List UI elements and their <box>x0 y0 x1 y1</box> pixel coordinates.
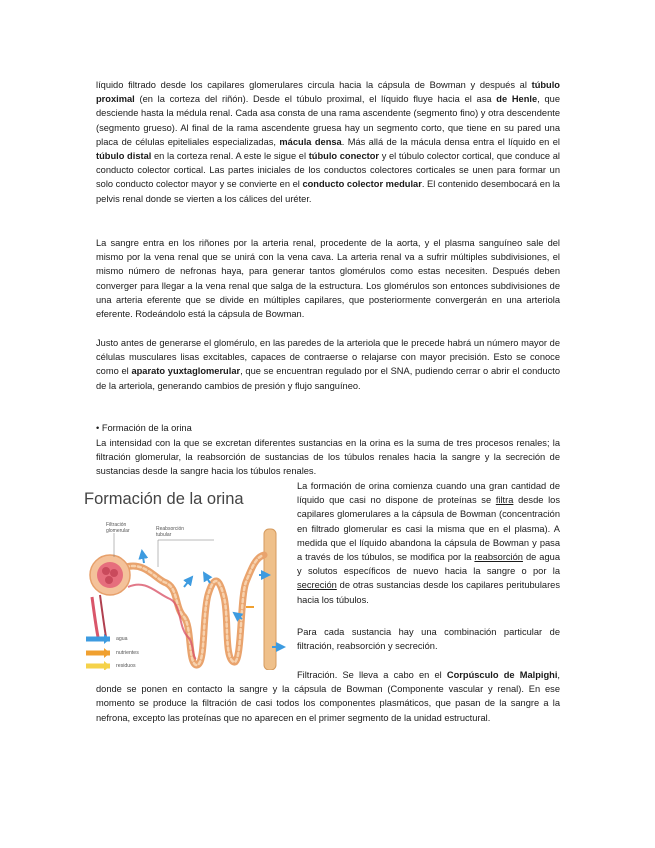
nephron-illustration <box>84 487 290 670</box>
label-tubular-reabsorption: Reabsorción tubular <box>156 526 185 538</box>
term-secrecion: secreción <box>297 580 337 591</box>
term-connecting-tubule: túbulo conector <box>308 151 380 162</box>
paragraph-filtration: Filtración. Se lleva a cabo en el Corpúsculo de Malpighi, donde se ponen en contacto la sangre y la cápsula de Bowman (Componente vascular y renal). En ese momento se produce la filtración de casi todos los componentes plasmáticos, que pasan de la sangre a la nefrona, excepto las proteínas que no aparecen en el primer segmento de la unidad estructural. <box>96 670 561 723</box>
collecting-duct <box>264 529 276 670</box>
paragraph-urine-start: La formación de orina comienza cuando una gran cantidad de líquido que casi no dispone de proteínas se filtra desde los capilares glomerulares a la cápsula de Bowman (concentración en filtrado glomerular es casi la misma que en el plasma). A medida que el líquido abandona la cápsula de Bowman y pasa a través de los túbulos, se modifica por la reabsorción de agua y solutos específicos de nuevo hacia la sangre o por la secreción de otras sustancias desde los capilares peritubulares hacia los túbulos. <box>297 481 560 605</box>
term-filtra: filtra <box>495 495 514 506</box>
term-reabsorcion: reabsorción <box>474 552 523 563</box>
term-medullary-duct: conducto colector medular <box>302 179 422 190</box>
term-juxtaglomerular-apparatus: aparato yuxtaglomerular <box>131 366 241 377</box>
legend-waste: residuos <box>116 663 136 669</box>
paragraph-renal-blood: La sangre entra en los riñones por la arteria renal, procedente de la aorta, y el plasma sanguíneo sale del mismo por la vena renal que se unirá con la vena cava. La arteria renal va a sufrir múltiples subdivisiones, el mismo número de nefronas haya, para generar tantos glomérulos como estas necesiten. Después deben converger para llegar a la vena renal que salga de la estructura. Los glomérulos son entonces subdivisiones de una arteria eferente que se divide en múltiples capilares, que posteriormente convergerán en una arteriola eferente. Rodeándolo está la cápsula de Bowman. <box>96 238 560 320</box>
legend-nutrients: nutrientes <box>116 650 139 656</box>
afferent-arteriole <box>92 597 98 637</box>
paragraph-juxtaglomerular: Justo antes de generarse el glomérulo, en las paredes de la arteriola que le precede habrá un número mayor de células musculares lisas excitables, capaces de contraerse o relajarse con mayor precisión. Esto se conoce como el aparato yuxtaglomerular, que se encuentran regulado por el SNA, pudiendo cerrar o abrir el conducto de la arteriola, generando cambios de presión y flujo sanguíneo. <box>96 338 560 391</box>
figure-title: Formación de la orina <box>84 490 244 508</box>
paragraph-combination: Para cada sustancia hay una combinación particular de filtración, reabsorción y secreción. <box>297 627 560 652</box>
term-distal-tubule: túbulo distal <box>96 151 152 162</box>
urine-formation-figure <box>84 487 290 670</box>
term-loop-of-henle: de Henle <box>496 94 538 105</box>
efferent-arteriole <box>100 595 106 637</box>
tubule <box>126 555 264 665</box>
glomerulus <box>97 562 123 588</box>
label-glomerular-filtration: Filtración glomerular <box>106 522 130 534</box>
section-heading-urine-formation: • Formación de la orina <box>96 423 192 433</box>
paragraph-renal-processes: La intensidad con la que se excretan diferentes sustancias en la orina es la suma de tres procesos renales; la filtración glomerular, la reabsorción de sustancias de los túbulos renales hacia la sangre y la secreción de sustancias desde la sangre hacia los túbulos renales. <box>96 438 560 477</box>
paragraph-nephron-flow: líquido filtrado desde los capilares glomerulares circula hacia la cápsula de Bowman y después al túbulo proximal (en la corteza del riñón). Desde el túbulo proximal, el líquido fluye hacia el asa de Henle, que desciende hasta la médula renal. Cada asa consta de una rama ascendente (segmento fino) y otra descendente (segmento grueso). Al final de la rama ascendente gruesa hay un segmento corto, que tiene en su pared una placa de células epiteliales especializadas, mácula densa. Más allá de la mácula densa entra el líquido en el túbulo distal en la corteza renal. A este le sigue el túbulo conector y el túbulo colector cortical, que conduce al conducto colector cortical. Las partes iniciales de los conductos colectores corticales se unen para formar un solo conducto colector mayor y se convierte en el conducto colector medular. El contenido desembocará en la pelvis renal donde se vierten a los cálices del uréter. <box>96 80 560 204</box>
term-macula-densa: mácula densa <box>279 136 342 147</box>
term-malpighi-corpuscle: Corpúsculo de Malpighi <box>446 670 558 680</box>
term-proximal-tubule: túbulo proximal <box>96 80 560 105</box>
legend-water: agua <box>116 636 128 642</box>
